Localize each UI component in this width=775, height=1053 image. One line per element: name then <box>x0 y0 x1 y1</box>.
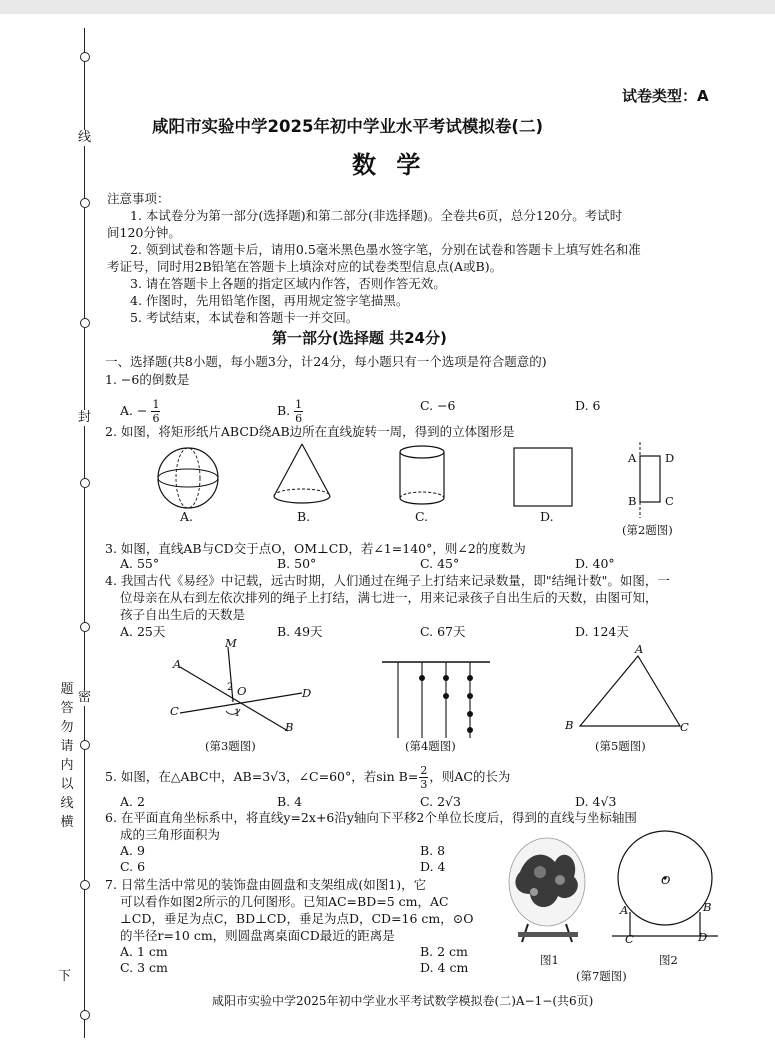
q3-option-b: B. 50° <box>277 556 317 571</box>
q2-solids-figure <box>150 440 630 530</box>
note-char: 答 <box>60 701 74 716</box>
q6-option-d: D. 4 <box>420 859 446 874</box>
q5-frac-num: 2 <box>420 764 428 777</box>
q2-rectangle-figure <box>640 442 660 518</box>
q7-option-b: B. 2 cm <box>420 944 468 959</box>
q7-point-D: D <box>698 930 708 944</box>
q2-stem: 2. 如图，将矩形纸片ABCD绕AB边所在直线旋转一周，得到的立体图形是 <box>105 424 515 439</box>
q2-point-B: B <box>628 494 637 508</box>
q2-option-b: B. <box>297 509 311 524</box>
q6-option-a: A. 9 <box>120 843 145 858</box>
binding-char-mi: 密 <box>78 690 92 705</box>
paper-type: 试卷类型：A <box>622 87 709 105</box>
note-char: 内 <box>60 758 74 773</box>
ray-OM <box>228 647 233 702</box>
q1-a-num: 1 <box>152 398 160 411</box>
q3-point-D: D <box>302 686 312 700</box>
binding-char-xian: 线 <box>78 130 92 145</box>
q2-point-D: D <box>665 451 675 465</box>
notice-line: 4. 作图时，先用铅笔作图，再用规定签字笔描黑。 <box>130 293 409 308</box>
sphere-shape <box>158 448 218 508</box>
note-char: 以 <box>60 777 74 792</box>
q5-stem-b: ，则AC的长为 <box>429 769 511 784</box>
q1-option-b <box>277 398 303 425</box>
part1-title: 第一部分(选择题 共24分) <box>272 329 447 347</box>
q7-stem-line4: 的半径r=10 cm，则圆盘离桌面CD最近的距离是 <box>120 928 395 943</box>
q4-stem-line1: 4. 我国古代《易经》中记载，远古时期，人们通过在绳子上打结来记录数量，即"结绳计数"。如图，一 <box>105 573 670 588</box>
note-char: 勿 <box>60 720 74 735</box>
decorative-plate-photo <box>500 832 595 947</box>
q3-option-d: D. 40° <box>575 556 615 571</box>
q4-stem-line2: 位母亲在从右到左依次排列的绳子上打结，满七进一，用来记录孩子自出生后的天数，由图可知， <box>120 590 658 605</box>
page-footer: 咸阳市实验中学2025年初中学业水平考试数学模拟卷(二)A−1−(共6页) <box>212 994 594 1008</box>
q3-point-O: O <box>237 684 247 698</box>
notice-line: 3. 请在答题卡上各题的指定区域内作答，否则作答无效。 <box>130 276 446 291</box>
q5-triangle-figure <box>570 650 690 735</box>
note-char: 请 <box>60 739 74 754</box>
binding-ring <box>80 1010 90 1020</box>
q7-stem-line3: ⊥CD，垂足为点C，BD⊥CD，垂足为点D，CD=16 cm，⊙O <box>120 911 474 926</box>
q4-option-b: B. 49天 <box>277 624 323 639</box>
note-char: 题 <box>60 682 74 697</box>
binding-ring <box>80 478 90 488</box>
binding-vertical-note <box>58 680 76 832</box>
q5-stem-a: 5. 如图，在△ABC中，AB=3√3，∠C=60°，若sin B= <box>105 769 419 784</box>
q4-stem-line3: 孩子自出生后的天数是 <box>120 607 246 622</box>
q5-option-d: D. 4√3 <box>575 794 617 809</box>
notice-line: 2. 领到试卷和答题卡后，请用0.5毫米黑色墨水签字笔，分别在试卷和答题卡上填写姓名和准 <box>130 242 641 257</box>
q2-caption: (第2题图) <box>622 523 673 537</box>
q6-stem-line1: 6. 在平面直角坐标系中，将直线y=2x+6沿y轴向下平移2个单位长度后，得到的直线与坐标轴围 <box>105 810 637 825</box>
q1-stem: 1. −6的倒数是 <box>105 372 190 387</box>
q5-frac-den: 3 <box>420 778 428 791</box>
q3-stem: 3. 如图，直线AB与CD交于点O，OM⊥CD，若∠1=140°，则∠2的度数为 <box>105 541 526 556</box>
q7-caption: (第7题图) <box>576 969 627 983</box>
q4-caption: (第4题图) <box>405 739 456 753</box>
q2-point-A: A <box>628 451 637 465</box>
q5-option-c: C. 2√3 <box>420 794 461 809</box>
q7-point-C: C <box>625 932 634 946</box>
cylinder-shape <box>400 446 444 504</box>
cone-shape <box>274 444 330 503</box>
q1-b-prefix: B. <box>277 403 291 418</box>
subject-title: 数 学 <box>352 151 427 179</box>
q3-angle-1: 1 <box>234 708 241 719</box>
q5-caption: (第5题图) <box>595 739 646 753</box>
q5-stem <box>105 764 510 791</box>
q1-a-prefix: A. − <box>120 403 148 418</box>
notice-line: 间120分钟。 <box>107 225 181 240</box>
q4-option-a: A. 25天 <box>120 624 166 639</box>
square-shape <box>514 448 572 506</box>
binding-ring <box>80 52 90 62</box>
q6-stem-line2: 成的三角形面积为 <box>120 827 221 842</box>
binding-bottom-char: 下 <box>58 969 72 984</box>
q6-option-c: C. 6 <box>120 859 146 874</box>
q1-a-den: 6 <box>152 412 160 425</box>
q5-point-C: C <box>680 720 689 734</box>
note-char: 横 <box>60 815 74 830</box>
line-AB <box>180 667 288 731</box>
q3-point-A: A <box>173 657 182 671</box>
q7-stem-line1: 7. 日常生活中常见的装饰盘由圆盘和支架组成(如图1)，它 <box>105 877 427 892</box>
binding-ring <box>80 880 90 890</box>
binding-ring <box>80 198 90 208</box>
q7-stem-line2: 可以看作如图2所示的几何图形。已知AC=BD=5 cm，AC <box>120 894 449 909</box>
q2-option-c: C. <box>415 509 429 524</box>
binding-char-feng: 封 <box>78 410 92 425</box>
q2-option-a: A. <box>180 509 194 524</box>
notice-line: 1. 本试卷分为第一部分(选择题)和第二部分(非选择题)。全卷共6页，总分120分。考试时 <box>130 208 623 223</box>
q5-point-B: B <box>565 718 574 732</box>
q1-option-c: C. −6 <box>420 398 456 413</box>
q4-option-c: C. 67天 <box>420 624 466 639</box>
q3-option-c: C. 45° <box>420 556 460 571</box>
q1-option-a <box>120 398 160 425</box>
q2-option-d: D. <box>540 509 554 524</box>
q7-point-O: O <box>661 873 671 887</box>
note-char: 线 <box>60 796 74 811</box>
q3-angle-2: 2 <box>227 682 234 693</box>
q7-fig1-label: 图1 <box>540 953 559 967</box>
q5-option-b: B. 4 <box>277 794 303 809</box>
q7-fig2-label: 图2 <box>659 953 678 967</box>
q3-point-B: B <box>285 720 294 734</box>
q7-point-A: A <box>620 903 629 917</box>
binding-ring <box>80 740 90 750</box>
q3-point-M: M <box>225 636 237 650</box>
q6-option-b: B. 8 <box>420 843 446 858</box>
q3-point-C: C <box>170 704 179 718</box>
q4-knots-figure <box>380 658 495 740</box>
notice-line: 5. 考试结束，本试卷和答题卡一并交回。 <box>130 310 359 325</box>
q5-point-A: A <box>635 642 644 656</box>
q1-b-num: 1 <box>295 398 303 411</box>
q3-caption: (第3题图) <box>205 739 256 753</box>
q7-option-d: D. 4 cm <box>420 960 469 975</box>
q3-option-a: A. 55° <box>120 556 160 571</box>
q5-option-a: A. 2 <box>120 794 145 809</box>
binding-ring <box>80 622 90 632</box>
q7-option-a: A. 1 cm <box>120 944 168 959</box>
binding-ring <box>80 318 90 328</box>
q7-option-c: C. 3 cm <box>120 960 168 975</box>
q4-option-d: D. 124天 <box>575 624 629 639</box>
notice-heading: 注意事项： <box>107 191 170 206</box>
notice-line: 考证号，同时用2B铅笔在答题卡上填涂对应的试卷类型信息点(A或B)。 <box>107 259 503 274</box>
q1-b-den: 6 <box>295 412 303 425</box>
q2-point-C: C <box>665 494 674 508</box>
exam-title: 咸阳市实验中学2025年初中学业水平考试模拟卷(二) <box>152 117 544 136</box>
section1-heading: 一、选择题(共8小题，每小题3分，计24分，每小题只有一个选项是符合题意的) <box>105 354 547 369</box>
q7-point-B: B <box>703 900 712 914</box>
q1-option-d: D. 6 <box>575 398 601 413</box>
